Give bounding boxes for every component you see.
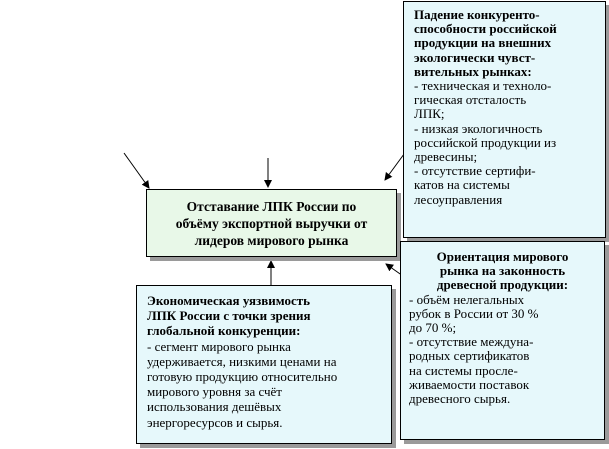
title-line: рынка на законность — [439, 263, 566, 279]
body-line: на системы просле- — [409, 362, 518, 378]
title-line: Экономическая уязвимость — [147, 293, 310, 308]
title-line: древесной продукции: — [436, 277, 569, 293]
body-line: ЛПК; — [414, 106, 445, 122]
body-line: - объём нелегальных — [409, 291, 525, 307]
competitiveness-body — [414, 79, 595, 207]
body-line: - отсутствие сертифи- — [414, 163, 536, 179]
market-legality-box — [400, 241, 605, 440]
market-legality-body — [409, 293, 596, 407]
body-line: гическая отсталость — [414, 92, 527, 108]
body-line: - сегмент мирового рынка — [147, 338, 291, 354]
body-line: российской продукции из — [414, 134, 557, 150]
body-line: катов на системы — [414, 177, 510, 193]
body-line: мирового уровня за счёт — [147, 384, 282, 400]
arrow-left-diagonal — [124, 153, 149, 188]
central-problem-box — [146, 189, 397, 257]
body-line: энергоресурсов и сырья. — [147, 414, 283, 430]
title-line: способности российской — [414, 21, 557, 37]
body-line: готовую продукцию относительно — [147, 369, 338, 385]
title-line: вительных рынках: — [414, 63, 532, 79]
center-line: объёму экспортной выручки от — [175, 215, 368, 231]
title-line: Ориентация мирового — [436, 249, 569, 264]
body-line: - отсутствие междуна- — [409, 334, 534, 350]
economic-vulnerability-body — [147, 339, 381, 430]
title-line: продукции на внешних — [414, 35, 552, 51]
title-line: Падение конкуренто- — [414, 7, 540, 22]
economic-vulnerability-title — [147, 293, 381, 339]
title-line: ЛПК России с точки зрения — [147, 308, 311, 324]
center-line: лидеров мирового рынка — [194, 232, 349, 248]
body-line: древесины; — [414, 149, 478, 165]
center-line: Отставание ЛПК России по — [186, 198, 357, 214]
competitiveness-title — [414, 8, 595, 79]
competitiveness-drop-box — [403, 1, 606, 238]
title-line: экологически чувст- — [414, 49, 536, 65]
title-line: глобальной конкуренции: — [147, 323, 301, 339]
body-line: - низкая экологичность — [414, 120, 543, 136]
body-line: рубок в России от 30 % — [409, 305, 539, 321]
body-line: использования дешёвых — [147, 399, 282, 415]
body-line: лесоуправления — [414, 191, 503, 207]
body-line: до 70 %; — [409, 320, 457, 336]
body-line: родных сертификатов — [409, 348, 530, 364]
body-line: живаемости поставок — [409, 376, 530, 392]
economic-vulnerability-box — [136, 285, 392, 444]
body-line: - техническая и техноло- — [414, 78, 552, 94]
body-line: древесного сырья. — [409, 391, 511, 407]
body-line: удерживается, низкими ценами на — [147, 353, 337, 369]
market-legality-title — [409, 250, 596, 293]
